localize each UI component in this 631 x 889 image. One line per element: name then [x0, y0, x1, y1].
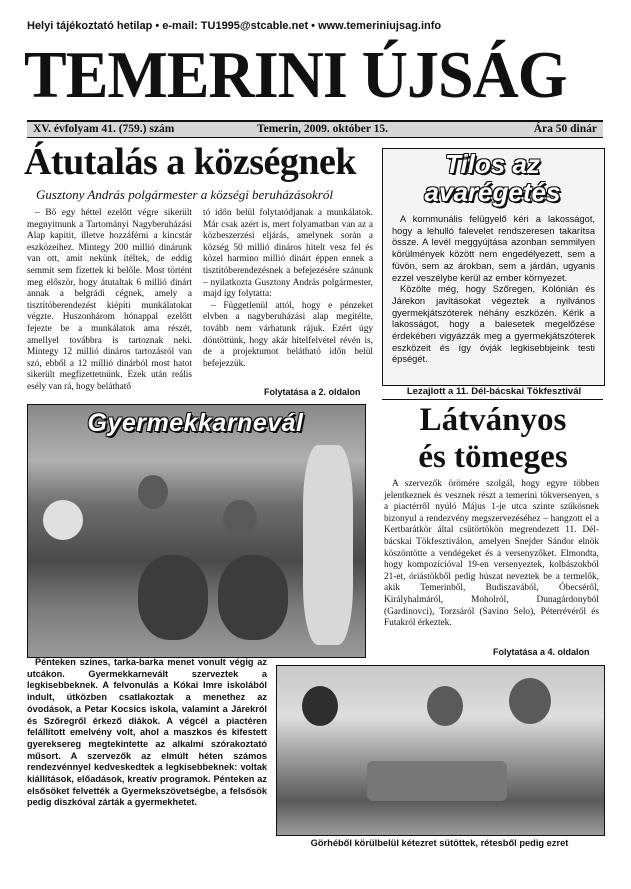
festival-continued: Folytatása a 4. oldalon	[493, 647, 590, 657]
photo-figure	[427, 686, 463, 726]
festival-body	[384, 479, 599, 630]
issue-bar	[27, 120, 603, 138]
lead-continued: Folytatása a 2. oldalon	[264, 387, 361, 397]
tilos-title	[382, 150, 603, 206]
lead-col1-text: – Bő egy héttel ezelőtt végre sikerült megnyitnunk a Tartományi Nagyberuházási Alap kapitit, illetve hozzáférni a kincstár eszközeihez. Mintegy 200 millió dinárunk van ott, amit nekünk ítéltek, de eddig semmit sem fizettek ki belőle. Most történt meg először, hogy átutaltak 6 millió dinárt annak a belgrádi cégnek, amely a tisztítóberendezést kiépíti munkálatokat végzte. Huszonhárom hónappal ezelőtt fejezte be a munkálatok ama részét, amellyel továbbra is tartoznak neki. Mintegy 12 millió dináros tartozásról van szó, ebből a 12 millió dinárból most hatot sikerült megfizettetnünk. Ezek után reális esély van rá, hogy beláthatő	[27, 208, 192, 392]
masthead-title: TEMERINI ÚJSÁG	[24, 37, 567, 112]
photo-figure	[223, 500, 257, 536]
issue-date: Temerin, 2009. október 15.	[257, 123, 388, 135]
photo-figure	[138, 475, 168, 509]
festival-headline-line1: Látványos	[419, 402, 567, 438]
photo-figure	[43, 500, 83, 540]
tilos-p1: A kommunális felügyelő kéri a lakosságot, hogy a lehulló falevelet rendszeresen takarítsa össze. A levél meggyújtása azonban semmilyen körülmények között nem engedélyezett, sem a füvön, sem az árokban, sem a járdán, ugyanis ezzel veszélybe kerül az ember környezet.	[392, 214, 595, 283]
photo-table	[367, 761, 507, 801]
festival-headline-line2: és tömeges	[418, 439, 568, 475]
festival-photo	[276, 665, 605, 836]
tilos-body	[392, 214, 595, 366]
festival-divider	[382, 399, 603, 400]
tilos-p2: Közölte még, hogy Szőregen, Kolónián és Járekon javításokat végeztek a nyilvános gyermekjátszóterek néhány eszközén. Kérik a lakosságot, hogy a balesetek megelőzése érdekében vigyázzák meg a gyermekjátszóterek eszközeit és így óvják legkisebbjeink testi épségét.	[392, 284, 595, 365]
carnival-body-text: Pénteken színes, tarka-barka menet vonult végig az utcákon. Gyermekkarnevált szerveztek a legkisebbeknek. A felvonulás a Kókai Imre iskolából indult, útközben csatlakoztak a menethez az óvodások, a Petar Kocsics iskola, valamint a Járekról és Szőregről érkező diákok. A végcél a piactéren felállított emelvény volt, ahol a maszkos és kifestett gyereksereg megtekintette az alkalmi szórakoztató műsort. A szervezők az elmúlt héten számos rendezvénnyel kedveskedtek a legkisebbeknek: voltak kiállítások, előadások, kreatív programok. Pénteken az elsősöket felvették a Gyermekszövetségbe, a felsősök pedig diszkóval zárták a gyermekhetet.	[27, 657, 267, 808]
issue-price: Ára 50 dinár	[533, 123, 597, 135]
festival-headline	[384, 402, 602, 476]
festival-photo-caption: Görhéből körülbelül kétezret sütöttek, rétesből pedig ezret	[310, 838, 569, 848]
carnival-body	[27, 657, 267, 809]
tilos-title-line2: avarégetés	[424, 177, 561, 207]
photo-beetle-costume	[218, 555, 288, 640]
photo-figure	[302, 686, 338, 726]
photo-beetle-costume	[138, 555, 208, 640]
issue-number: XV. évfolyam 41. (759.) szám	[33, 123, 175, 135]
lead-subtitle: Gusztony András polgármester a községi beruházásokról	[36, 187, 333, 202]
lead-col2b-text: – Függetlenül attól, hogy e pénzeket elvben a nagyberuházási alap megítélte, tovább nem várhatunk rájuk. Ezért úgy döntöttünk, hogy akár hitelfelvétel révén is, de a projektumot belátható időn belül befejezzük.	[203, 300, 373, 369]
lead-column-1	[27, 208, 192, 394]
lead-column-2	[203, 208, 373, 370]
photo-figure	[303, 445, 353, 645]
carnival-photo	[27, 404, 366, 658]
lead-col2-text: tó időn belül folytatódjanak a munkálatok. Már csak azért is, mert folyamatban van az a közbeszerzési eljárás, amelynek során a község 50 millió dináros hitelt vesz fel és közel harmino millió dinárt éppen ennek a tisztítóberendezésnek a befejezésére szánunk – nyilatkozta Gusztony András polgármester, majd így folytatta:	[203, 208, 373, 300]
photo-figure	[509, 678, 551, 724]
lead-headline: Átutalás a községnek	[24, 141, 357, 183]
header-topline: Helyi tájékoztató hetilap • e-mail: TU1995@stcable.net • www.temeriniujsag.info	[27, 20, 442, 32]
tilos-title-line1: Tilos az	[445, 149, 540, 179]
festival-body-text: A szervezők örömére szolgál, hogy egyre többen jelentkeznek és vesznek részt a temerini tökversenyen, s a piactérről nyúló Május 1-je utca szinte szűkösnek bizonyul a rendezvény megszervezéséhez – hangzott el a Kertbarátkör által csütörtökön megrendezett 11. Dél-bácskai Tökfesztiválon, amelyen Snejder Sándor elnök köszöntötte a vendégeket és a versenyzőket. Elmondta, hogy kompozícióval 19-en versenyeztek, kolbászokból 21-et, óriástökből pedig húszat neveztek be a termelők, akik Temerinből, Budiszavából, Óbecséről, Királyhalmáról, Moholról, Dunagárdonyból (Gardinovci), Torzsáról (Savino Selo), Péterrévéről és Futakról érkeztek.	[384, 479, 599, 629]
festival-kicker: Lezajlott a 11. Dél-bácskai Tökfesztivál	[406, 386, 582, 397]
carnival-title: Gyermekkarnevál	[87, 409, 304, 437]
